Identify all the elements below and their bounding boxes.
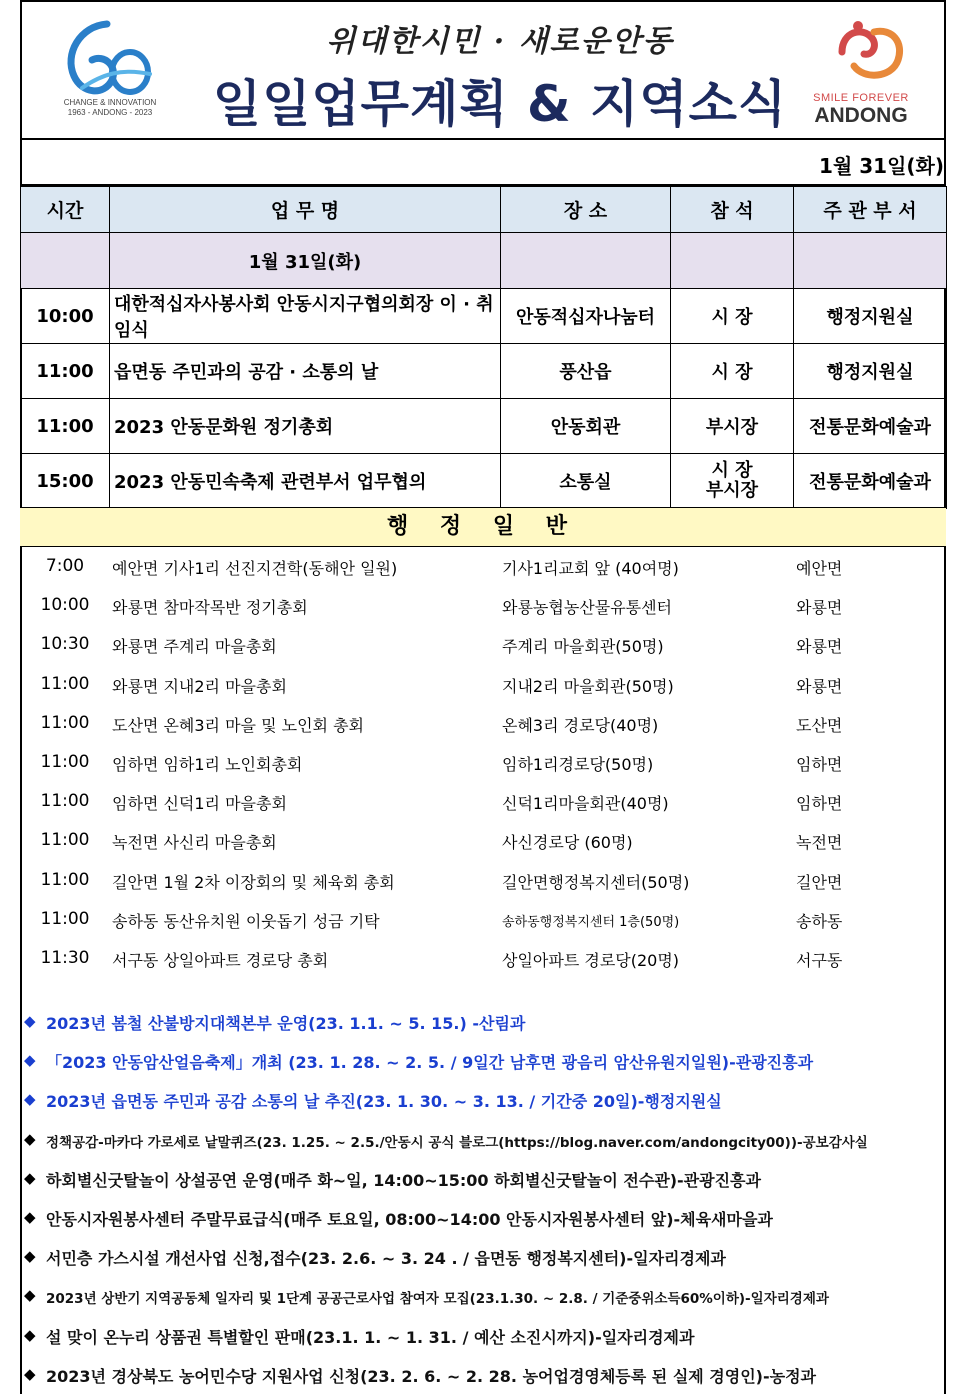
admin-dept: 예안면 bbox=[796, 559, 843, 578]
schedule-attendee: 부시장 bbox=[671, 399, 794, 454]
notice-text: 하회별신굿탈놀이 상설공연 운영(매주 화~일, 14:00~15:00 하회별신굿탈놀이 전수관)-관광진흥과 bbox=[46, 1170, 761, 1190]
admin-dept: 임하면 bbox=[796, 794, 843, 814]
admin-dept: 도산면 bbox=[796, 715, 843, 735]
schedule-dept: 행정지원실 bbox=[794, 344, 947, 399]
diamond-bullet-icon: ◆ bbox=[24, 1207, 36, 1226]
admin-task: 임하면 신덕1리 마을총회 bbox=[112, 794, 287, 814]
notice-text: 정책공감-마카다 가로세로 낱말퀴즈(23. 1.25. ~ 2.5./안동시 공식 블로그(https://blog.naver.com/andongcity00))-공보감사실 bbox=[46, 1134, 868, 1151]
list-item bbox=[22, 1355, 946, 1394]
date-row-empty-cell bbox=[501, 233, 671, 289]
admin-task: 서구동 상일아파트 경로당 총회 bbox=[112, 950, 329, 970]
schedule-time: 10:00 bbox=[21, 289, 110, 344]
diamond-bullet-icon: ◆ bbox=[24, 1168, 36, 1187]
diamond-bullet-icon: ◆ bbox=[24, 1012, 36, 1030]
col-header-time: 시간 bbox=[21, 187, 110, 233]
schedule-place: 소통실 bbox=[501, 454, 671, 509]
diamond-bullet-icon: ◆ bbox=[24, 1286, 36, 1305]
list-item bbox=[20, 586, 946, 625]
schedule-task: 2023 안동민속축제 관련부서 업무협의 bbox=[110, 454, 501, 509]
notice-text: 2023년 봄철 산불방지대책본부 운영(23. 1.1. ~ 5. 15.) -산림과 bbox=[46, 1014, 526, 1033]
brand-name: ANDONG bbox=[814, 104, 908, 127]
admin-place: 지내2리 마을회관(50명) bbox=[502, 676, 674, 696]
schedule-attendee: 시 장 bbox=[671, 289, 794, 344]
notice-text: 2023년 읍면동 주민과 공감 소통의 날 추진(23. 1. 30. ~ 3. 13. / 기간중 20일)-행정지원실 bbox=[46, 1092, 722, 1112]
list-item bbox=[20, 900, 946, 939]
notice-text: 설 맞이 온누리 상품권 특별할인 판매(23.1. 1. ~ 1. 31. / 예산 소진시까지)-일자리경제과 bbox=[46, 1327, 695, 1347]
admin-place: 온혜3리 경로당(40명) bbox=[502, 715, 659, 735]
admin-dept: 와룡면 bbox=[796, 637, 843, 657]
schedule-place: 풍산읍 bbox=[501, 344, 671, 399]
schedule-dept: 행정지원실 bbox=[794, 289, 947, 344]
admin-place: 기사1리교회 앞 (40여명) bbox=[502, 559, 679, 578]
list-item bbox=[22, 1080, 946, 1119]
admin-task: 도산면 온혜3리 마을 및 노인회 총회 bbox=[112, 715, 364, 735]
table-row bbox=[21, 399, 947, 454]
admin-time: 11:30 bbox=[40, 947, 90, 968]
list-item bbox=[22, 1276, 946, 1315]
admin-place: 길안면행정복지센터(50명) bbox=[502, 872, 690, 892]
notice-list bbox=[22, 1002, 946, 1394]
admin-time: 10:30 bbox=[40, 634, 90, 655]
col-header-task: 업 무 명 bbox=[110, 187, 501, 233]
admin-time: 11:00 bbox=[40, 908, 90, 929]
schedule-date-row bbox=[21, 233, 947, 289]
list-item bbox=[20, 939, 946, 978]
admin-list bbox=[20, 547, 946, 978]
list-item bbox=[22, 1237, 946, 1276]
schedule-task: 2023 안동문화원 정기총회 bbox=[110, 399, 501, 454]
document-date: 1월 31일(화) bbox=[819, 154, 944, 178]
date-bar bbox=[20, 140, 946, 186]
admin-place: 송하동행정복지센터 1층(50명) bbox=[502, 914, 680, 930]
logo-caption-line1: CHANGE & INNOVATION bbox=[63, 98, 157, 107]
admin-dept: 임하면 bbox=[796, 754, 843, 774]
city-slogan: 위대한시민 · 새로운안동 bbox=[326, 24, 674, 59]
diamond-bullet-icon: ◆ bbox=[24, 1364, 36, 1383]
date-row-empty-cell bbox=[671, 233, 794, 289]
notice-text: 서민층 가스시설 개선사업 신청,접수(23. 2.6. ~ 3. 24 . / 읍면동 행정복지센터)-일자리경제과 bbox=[46, 1249, 726, 1269]
schedule-dept: 전통문화예술과 bbox=[794, 454, 947, 509]
col-header-place: 장 소 bbox=[501, 187, 671, 233]
admin-task: 녹전면 사신리 마을총회 bbox=[112, 833, 277, 853]
date-row-empty-cell bbox=[21, 233, 110, 289]
list-item bbox=[20, 547, 946, 586]
admin-task: 송하동 동산유치원 이웃돕기 성금 기탁 bbox=[112, 911, 380, 931]
list-item bbox=[20, 782, 946, 821]
admin-dept: 서구동 bbox=[796, 950, 843, 970]
admin-dept: 송하동 bbox=[796, 911, 843, 931]
admin-time: 11:00 bbox=[40, 673, 90, 694]
list-item bbox=[20, 821, 946, 860]
admin-place: 사신경로당 (60명) bbox=[502, 833, 633, 853]
date-row-empty-cell bbox=[794, 233, 947, 289]
diamond-bullet-icon: ◆ bbox=[24, 1051, 36, 1070]
notice-text: 안동시자원봉사센터 주말무료급식(매주 토요일, 08:00~14:00 안동시자원봉사센터 앞)-체육새마을과 bbox=[46, 1209, 773, 1229]
schedule-attendee-multi bbox=[671, 454, 794, 509]
list-item bbox=[20, 743, 946, 782]
list-item bbox=[22, 1198, 946, 1237]
diamond-bullet-icon: ◆ bbox=[24, 1129, 36, 1148]
list-item bbox=[20, 704, 946, 743]
admin-time: 7:00 bbox=[45, 556, 85, 576]
list-item bbox=[20, 861, 946, 900]
table-row bbox=[21, 454, 947, 509]
document-header bbox=[20, 0, 946, 140]
notice-text: 2023년 상반기 지역공동체 일자리 및 1단계 공공근로사업 참여자 모집(23.1.30. ~ 2.8. / 기준중위소득60%이하)-일자리경제과 bbox=[46, 1291, 829, 1308]
schedule-task: 읍면동 주민과의 공감 · 소통의 날 bbox=[110, 344, 501, 399]
document-title: 일일업무계획 & 지역소식 bbox=[212, 75, 788, 133]
schedule-place: 안동적십자나눔터 bbox=[501, 289, 671, 344]
list-item bbox=[22, 1041, 946, 1080]
schedule-table bbox=[20, 186, 947, 509]
schedule-dept: 전통문화예술과 bbox=[794, 399, 947, 454]
andong-brand-logo-icon bbox=[812, 12, 922, 92]
table-row bbox=[21, 344, 947, 399]
schedule-task: 대한적십자사봉사회 안동시지구협의회장 이 · 취임식 bbox=[110, 289, 501, 344]
admin-time: 11:00 bbox=[40, 869, 90, 890]
logo-caption-line2: 1963 - ANDONG - 2023 bbox=[67, 108, 153, 117]
list-item bbox=[22, 1120, 946, 1159]
list-item bbox=[20, 625, 946, 664]
admin-task: 와룡면 참마작목반 정기총회 bbox=[112, 598, 308, 618]
list-item bbox=[22, 1159, 946, 1198]
schedule-attendee: 시 장 bbox=[711, 460, 753, 481]
admin-place: 신덕1리마을회관(40명) bbox=[502, 794, 669, 814]
diamond-bullet-icon: ◆ bbox=[24, 1090, 36, 1109]
list-item bbox=[22, 1316, 946, 1355]
schedule-time: 11:00 bbox=[21, 399, 110, 454]
schedule-time: 15:00 bbox=[21, 454, 110, 509]
admin-place: 임하1리경로당(50명) bbox=[502, 754, 654, 774]
admin-place: 상일아파트 경로당(20명) bbox=[502, 950, 680, 970]
schedule-header-row bbox=[21, 187, 947, 233]
admin-time: 11:00 bbox=[40, 791, 90, 812]
admin-task: 와룡면 지내2리 마을총회 bbox=[112, 676, 287, 696]
brand-tagline: SMILE FOREVER bbox=[813, 92, 909, 104]
admin-task: 임하면 임하1리 노인회총회 bbox=[112, 754, 303, 774]
admin-place: 주계리 마을회관(50명) bbox=[502, 637, 664, 657]
notice-text: 2023년 경상북도 농어민수당 지원사업 신청(23. 2. 6. ~ 2. 28. 농어업경영체등록 된 실제 경영인)-농정과 bbox=[46, 1366, 816, 1386]
diamond-bullet-icon: ◆ bbox=[24, 1325, 36, 1344]
table-row bbox=[21, 289, 947, 344]
admin-time: 11:00 bbox=[40, 712, 90, 733]
admin-section-title: 행 정 일 반 bbox=[20, 507, 946, 547]
schedule-attendee: 부시장 bbox=[705, 480, 759, 501]
schedule-place: 안동회관 bbox=[501, 399, 671, 454]
list-item bbox=[22, 1002, 946, 1041]
anniversary-logo-caption bbox=[50, 98, 170, 118]
schedule-attendee: 시 장 bbox=[671, 344, 794, 399]
schedule-time: 11:00 bbox=[21, 344, 110, 399]
col-header-attendee: 참 석 bbox=[671, 187, 794, 233]
admin-place: 와룡농협농산물유통센터 bbox=[502, 598, 673, 618]
admin-task: 예안면 기사1리 선진지견학(동해안 일원) bbox=[112, 559, 398, 578]
diamond-bullet-icon: ◆ bbox=[24, 1247, 36, 1266]
list-item bbox=[20, 665, 946, 704]
col-header-dept: 주 관 부 서 bbox=[794, 187, 947, 233]
admin-time: 11:00 bbox=[40, 751, 90, 772]
admin-dept: 녹전면 bbox=[796, 833, 843, 853]
notice-text: 「2023 안동암산얼음축제」개최 (23. 1. 28. ~ 2. 5. / 9일간 남후면 광음리 암산유원지일원)-관광진흥과 bbox=[46, 1053, 814, 1073]
admin-task: 길안면 1월 2차 이장회의 및 체육회 총회 bbox=[112, 872, 395, 892]
admin-dept: 와룡면 bbox=[796, 598, 843, 618]
admin-time: 10:00 bbox=[40, 595, 90, 616]
schedule-date-cell: 1월 31일(화) bbox=[110, 233, 501, 289]
admin-time: 11:00 bbox=[40, 830, 90, 851]
admin-task: 와룡면 주계리 마을총회 bbox=[112, 637, 277, 657]
admin-dept: 와룡면 bbox=[796, 676, 843, 696]
admin-dept: 길안면 bbox=[796, 872, 843, 892]
